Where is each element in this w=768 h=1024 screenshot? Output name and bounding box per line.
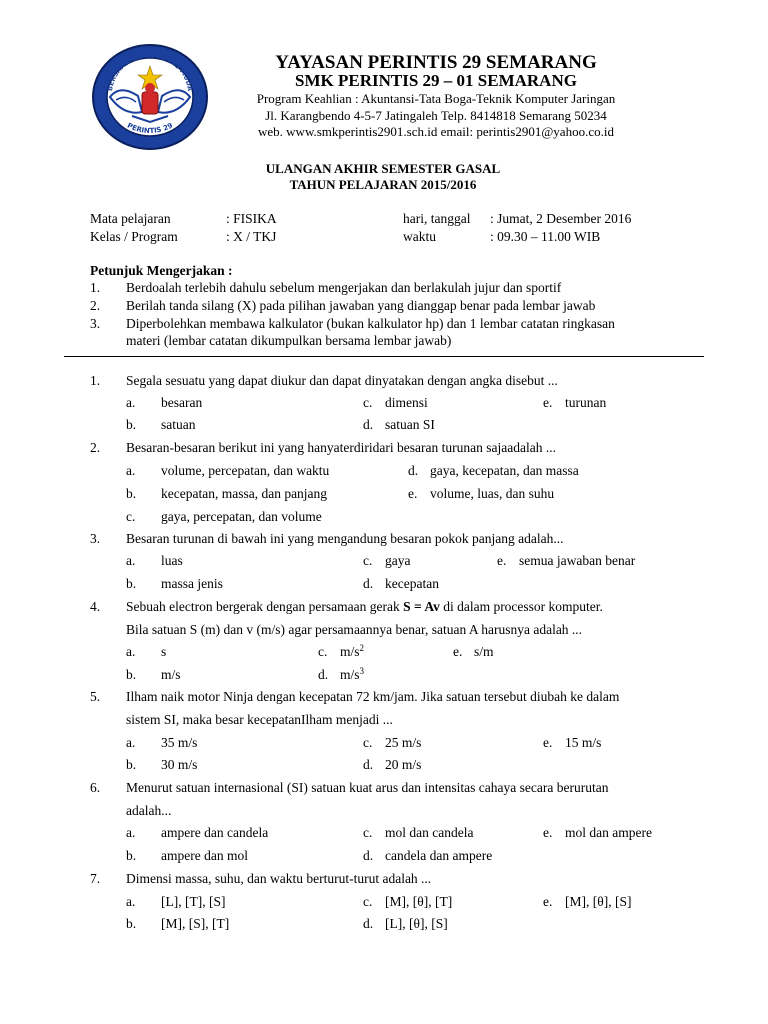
option-c[interactable]: 25 m/s bbox=[385, 735, 422, 750]
option-letter: a. bbox=[126, 735, 136, 750]
option-a[interactable]: ampere dan candela bbox=[161, 825, 269, 840]
question-text: Besaran-besaran berikut ini yang hanyaterdiridari besaran turunan sajaadalah ... bbox=[126, 440, 556, 455]
option-d[interactable]: 20 m/s bbox=[385, 757, 422, 772]
option-d[interactable]: kecepatan bbox=[385, 576, 439, 591]
option-a[interactable]: [L], [T], [S] bbox=[161, 894, 226, 909]
day-value: : Jumat, 2 Desember 2016 bbox=[490, 211, 632, 226]
question-text: Dimensi massa, suhu, dan waktu berturut-turut adalah ... bbox=[126, 871, 432, 886]
option-letter: d. bbox=[363, 417, 374, 432]
option-b[interactable]: m/s bbox=[161, 667, 181, 682]
class-label: Kelas / Program bbox=[90, 229, 178, 244]
option-letter: d. bbox=[363, 916, 374, 931]
time-label: waktu bbox=[403, 229, 436, 244]
svg-text:PERINTIS 29: PERINTIS 29 bbox=[125, 121, 175, 136]
school-name: SMK PERINTIS 29 – 01 SEMARANG bbox=[295, 71, 577, 90]
option-b[interactable]: kecepatan, massa, dan panjang bbox=[161, 486, 328, 501]
option-a[interactable]: besaran bbox=[161, 395, 203, 410]
option-letter: e. bbox=[543, 395, 553, 410]
option-letter: b. bbox=[126, 916, 137, 931]
option-e[interactable]: s/m bbox=[474, 644, 494, 659]
exam-year: TAHUN PELAJARAN 2015/2016 bbox=[289, 177, 477, 192]
question-number: 4. bbox=[90, 599, 101, 614]
option-letter: b. bbox=[126, 848, 137, 863]
option-letter: b. bbox=[126, 576, 137, 591]
option-d[interactable]: [L], [θ], [S] bbox=[385, 916, 448, 931]
option-letter: d. bbox=[408, 463, 419, 478]
option-a[interactable]: 35 m/s bbox=[161, 735, 198, 750]
option-letter: c. bbox=[363, 395, 373, 410]
option-letter: d. bbox=[363, 576, 374, 591]
address-line: Jl. Karangbendo 4-5-7 Jatingaleh Telp. 8414818 Semarang 50234 bbox=[265, 108, 607, 123]
svg-text:BERSAMA CIPTA TUNAS MUDA: BERSAMA CIPTA TUNAS MUDA bbox=[106, 51, 194, 92]
option-e[interactable]: mol dan ampere bbox=[565, 825, 652, 840]
question-text: Menurut satuan internasional (SI) satuan kuat arus dan intensitas cahaya secara berurutan bbox=[126, 780, 609, 795]
contact-line: web. www.smkperintis2901.sch.id email: perintis2901@yahoo.co.id bbox=[258, 124, 614, 139]
option-e[interactable]: semua jawaban benar bbox=[519, 553, 636, 568]
option-b[interactable]: 30 m/s bbox=[161, 757, 198, 772]
option-b[interactable]: massa jenis bbox=[161, 576, 223, 591]
divider bbox=[64, 356, 704, 357]
option-letter: a. bbox=[126, 463, 136, 478]
option-e[interactable]: 15 m/s bbox=[565, 735, 602, 750]
question-text: Sebuah electron bergerak dengan persamaan gerak S = Av di dalam processor komputer. bbox=[126, 599, 603, 614]
option-letter: c. bbox=[126, 509, 136, 524]
option-c[interactable]: dimensi bbox=[385, 395, 428, 410]
option-letter: d. bbox=[318, 667, 329, 682]
foundation-name: YAYASAN PERINTIS 29 SEMARANG bbox=[275, 52, 597, 73]
program-line: Program Keahlian : Akuntansi-Tata Boga-Teknik Komputer Jaringan bbox=[256, 91, 616, 106]
option-e[interactable]: [M], [θ], [S] bbox=[565, 894, 632, 909]
instruction-text: Diperbolehkan membawa kalkulator (bukan kalkulator hp) dan 1 lembar catatan ringkasan bbox=[126, 316, 615, 331]
option-letter: e. bbox=[453, 644, 463, 659]
option-letter: a. bbox=[126, 644, 136, 659]
subject-value: : FISIKA bbox=[226, 211, 277, 226]
instruction-num: 3. bbox=[90, 316, 101, 331]
instruction-text-cont: materi (lembar catatan dikumpulkan bersama lembar jawab) bbox=[126, 333, 452, 348]
option-e[interactable]: volume, luas, dan suhu bbox=[430, 486, 555, 501]
option-letter: e. bbox=[497, 553, 507, 568]
option-a[interactable]: s bbox=[161, 644, 167, 659]
option-d[interactable]: $m/s^3$ bbox=[340, 666, 365, 682]
exam-title: ULANGAN AKHIR SEMESTER GASAL bbox=[265, 161, 501, 176]
option-c[interactable]: gaya bbox=[385, 553, 411, 568]
option-letter: d. bbox=[363, 757, 374, 772]
option-letter: a. bbox=[126, 825, 136, 840]
question-text-cont: adalah... bbox=[126, 803, 172, 818]
option-c[interactable]: gaya, percepatan, dan volume bbox=[161, 509, 322, 524]
option-c[interactable]: mol dan candela bbox=[385, 825, 474, 840]
option-c[interactable]: $m/s^2$ bbox=[340, 643, 365, 659]
option-letter: e. bbox=[543, 735, 553, 750]
option-b[interactable]: satuan bbox=[161, 417, 196, 432]
option-letter: d. bbox=[363, 848, 374, 863]
option-letter: a. bbox=[126, 894, 136, 909]
time-value: : 09.30 – 11.00 WIB bbox=[490, 229, 601, 244]
option-e[interactable]: turunan bbox=[565, 395, 607, 410]
option-b[interactable]: ampere dan mol bbox=[161, 848, 248, 863]
option-d[interactable]: candela dan ampere bbox=[385, 848, 493, 863]
option-letter: a. bbox=[126, 395, 136, 410]
question-number: 6. bbox=[90, 780, 101, 795]
day-label: hari, tanggal bbox=[403, 211, 471, 226]
subject-label: Mata pelajaran bbox=[90, 211, 171, 226]
option-c[interactable]: [M], [θ], [T] bbox=[385, 894, 453, 909]
instruction-text: Berdoalah terlebih dahulu sebelum mengerjakan dan berlakulah jujur dan sportif bbox=[126, 280, 562, 295]
option-letter: b. bbox=[126, 486, 137, 501]
option-d[interactable]: gaya, kecepatan, dan massa bbox=[430, 463, 579, 478]
option-letter: e. bbox=[543, 825, 553, 840]
option-letter: e. bbox=[543, 894, 553, 909]
question-text-cont: Bila satuan S (m) dan v (m/s) agar persamaannya benar, satuan A harusnya adalah ... bbox=[126, 622, 583, 637]
instruction-text: Berilah tanda silang (X) pada pilihan jawaban yang dianggap benar pada lembar jawab bbox=[126, 298, 596, 313]
option-letter: c. bbox=[363, 894, 373, 909]
question-text: Ilham naik motor Ninja dengan kecepatan 72 km/jam. Jika satuan tersebut diubah ke dalam bbox=[126, 689, 620, 704]
option-letter: b. bbox=[126, 667, 137, 682]
instruction-num: 1. bbox=[90, 280, 101, 295]
instructions-title: Petunjuk Mengerjakan : bbox=[90, 263, 233, 278]
option-a[interactable]: volume, percepatan, dan waktu bbox=[161, 463, 330, 478]
question-number: 2. bbox=[90, 440, 101, 455]
option-letter: c. bbox=[363, 825, 373, 840]
question-text-cont: sistem SI, maka besar kecepatanIlham menjadi ... bbox=[126, 712, 393, 727]
school-logo bbox=[90, 42, 210, 152]
option-a[interactable]: luas bbox=[161, 553, 183, 568]
class-value: : X / TKJ bbox=[226, 229, 277, 244]
option-letter: c. bbox=[318, 644, 328, 659]
question-number: 7. bbox=[90, 871, 101, 886]
option-letter: c. bbox=[363, 735, 373, 750]
option-letter: b. bbox=[126, 757, 137, 772]
option-d[interactable]: satuan SI bbox=[385, 417, 435, 432]
equation: S = Av bbox=[403, 599, 440, 614]
question-text: Segala sesuatu yang dapat diukur dan dapat dinyatakan dengan angka disebut ... bbox=[126, 373, 558, 388]
question-number: 5. bbox=[90, 689, 101, 704]
question-number: 3. bbox=[90, 531, 101, 546]
instruction-num: 2. bbox=[90, 298, 101, 313]
question-number: 1. bbox=[90, 373, 101, 388]
option-letter: b. bbox=[126, 417, 137, 432]
option-b[interactable]: [M], [S], [T] bbox=[161, 916, 230, 931]
option-letter: a. bbox=[126, 553, 136, 568]
option-letter: c. bbox=[363, 553, 373, 568]
question-text: Besaran turunan di bawah ini yang mengandung besaran pokok panjang adalah... bbox=[126, 531, 564, 546]
option-letter: e. bbox=[408, 486, 418, 501]
